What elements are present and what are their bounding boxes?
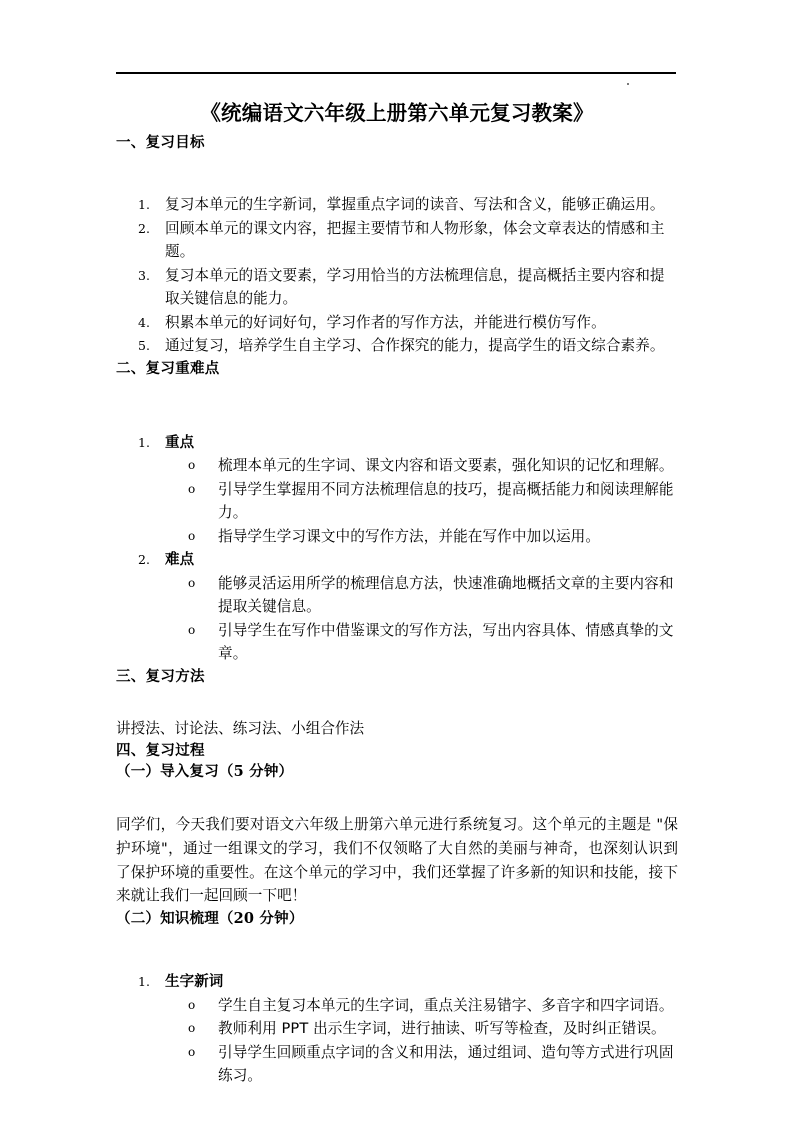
spacer [116,419,678,431]
bullet-circle-icon: o [188,575,196,590]
list-item-text: 积累本单元的好词好句，学习作者的写作方法，并能进行模仿写作。 [165,313,606,331]
list-item [116,431,678,455]
list-item-text: 引导学生在写作中借鉴课文的写作方法，写出内容具体、情感真挚的文章。 [218,621,674,662]
list-item-label: 难点 [165,551,195,568]
list-item-text: 回顾本单元的课文内容，把握主要情节和人物形象，体会文章表达的情感和主题。 [165,219,665,260]
header-artifact-dot [627,83,629,85]
list-marker: 4. [138,314,151,330]
list-item [116,548,678,572]
bullet-circle-icon: o [188,622,196,637]
bullet-circle-icon: o [188,528,196,543]
difficult-points-list [116,548,678,572]
bullet-circle-icon: o [188,1044,196,1059]
list-marker: 5. [138,338,151,353]
list-item [116,454,678,478]
list-item [116,311,678,335]
subheading-step-two: （二）知识梳理（20 分钟） [116,910,304,928]
list-item-text: 能够灵活运用所学的梳理信息方法，快速准确地概括文章的主要内容和提取关键信息。 [218,574,674,615]
list-marker: 1. [138,974,151,990]
list-item-text: 复习本单元的语文要素，学习用恰当的方法梳理信息，提高概括主要内容和提取关键信息的能力。 [165,266,665,307]
list-item-label: 重点 [165,433,195,451]
list-item-text: 复习本单元的生字新词，掌握重点字词的读音、写法和含义，能够正确运用。 [165,196,665,213]
list-item [116,1041,678,1088]
intro-paragraph: 同学们，今天我们要对语文六年级上册第六单元进行系统复习。这个单元的主题是 "保护环境"，通过一组课文的学习，我们不仅领略了大自然的美丽与神奇，也深刻认识到了保护环境的重要性。在这个单元的学习中，我们还掌握了许多新的知识和技能，接下来就让我们一起回顾一下吧！ [116,816,678,905]
list-item [116,193,678,217]
list-item-text: 教师利用 PPT 出示生字词，进行抽读、听写等检查，及时纠正错误。 [218,1020,666,1038]
list-item [116,478,678,525]
spacer [116,687,678,717]
list-marker: 2. [138,552,151,567]
bullet-circle-icon: o [188,997,196,1012]
list-marker: 3. [138,267,151,283]
list-item [116,572,678,619]
methods-text: 讲授法、讨论法、练习法、小组合作法 [116,719,365,737]
list-item-text: 学生自主复习本单元的生字词，重点关注易错字、多音字和四字词语。 [218,996,674,1014]
difficult-points-sublist [116,572,678,666]
list-marker: 1. [138,197,151,212]
section-heading-objectives: 一、复习目标 [116,134,205,151]
list-item-text: 引导学生回顾重点字词的含义和用法，通过组词、造句等方式进行巩固练习。 [218,1043,674,1085]
list-marker: 2. [138,220,151,236]
list-item-text: 引导学生掌握用不同方法梳理信息的技巧，提高概括能力和阅读理解能力。 [218,480,674,521]
bullet-circle-icon: o [188,458,196,472]
section-heading-methods: 三、复习方法 [116,667,205,685]
objectives-list [116,193,678,358]
list-item [116,217,678,264]
subheading-step-one: （一）导入复习（5 分钟） [116,763,294,780]
bullet-circle-icon: o [188,1021,196,1036]
list-marker: 1. [138,434,151,450]
spacer [116,783,678,813]
bullet-circle-icon: o [188,481,196,496]
list-item [116,334,678,358]
key-points-list [116,431,678,455]
knowledge-review-sublist [116,994,678,1088]
spacer [116,379,678,419]
list-item-text: 通过复习，培养学生自主学习、合作探究的能力，提高学生的语文综合素养。 [165,337,665,354]
document-content [116,98,678,1088]
list-item [116,264,678,311]
list-item [116,525,678,549]
list-item [116,994,678,1018]
section-heading-key-difficulties: 二、复习重难点 [116,359,220,377]
knowledge-review-list [116,970,678,994]
list-item [116,970,678,994]
spacer [116,153,678,193]
list-item-text: 指导学生学习课文中的写作方法，并能在写作中加以运用。 [218,527,601,545]
header-rule [116,72,676,74]
spacer [116,930,678,970]
list-item [116,619,678,666]
section-heading-process: 四、复习过程 [116,742,205,759]
list-item-text: 梳理本单元的生字词、课文内容和语文要素，强化知识的记忆和理解。 [218,457,674,474]
list-item [116,1017,678,1041]
key-points-sublist [116,454,678,548]
page-title: 《统编语文六年级上册第六单元复习教案》 [200,101,594,125]
list-item-label: 生字新词 [165,973,224,991]
